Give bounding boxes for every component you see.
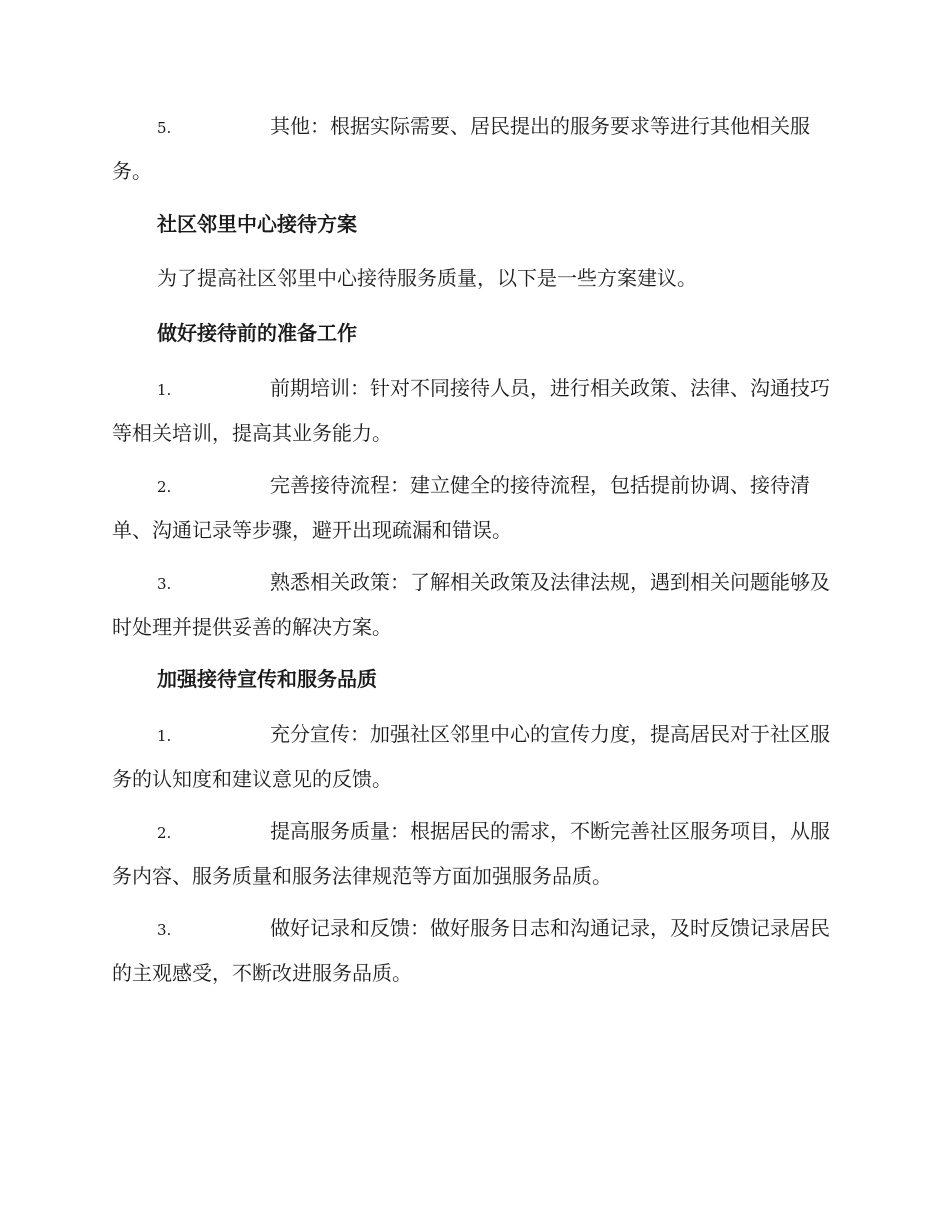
item-text-line1: 其他：根据实际需要、居民提出的服务要求等进行其他相关服 — [270, 114, 810, 138]
list-item — [112, 367, 834, 455]
item-number: 1. — [157, 727, 172, 745]
section-title: 社区邻里中心接待方案 — [157, 212, 357, 236]
list-item — [112, 561, 834, 649]
item-number: 3. — [157, 921, 172, 939]
item-text-line1: 熟悉相关政策：了解相关政策及法律法规，遇到相关问题能够及 — [270, 570, 830, 594]
item-text-line2: 务内容、服务质量和服务法律规范等方面加强服务品质。 — [112, 864, 612, 888]
item-text-line1: 做好记录和反馈：做好服务日志和沟通记录，及时反馈记录居民 — [270, 916, 830, 940]
preparation-heading: 做好接待前的准备工作 — [157, 321, 357, 345]
item-text-line2: 时处理并提供妥善的解决方案。 — [112, 615, 392, 639]
list-item — [112, 810, 834, 898]
item-number: 5. — [157, 119, 172, 137]
item-number: 2. — [157, 824, 172, 842]
item-text-line1: 充分宣传：加强社区邻里中心的宣传力度，提高居民对于社区服 — [270, 722, 830, 746]
item-text-line1: 提高服务质量：根据居民的需求，不断完善社区服务项目，从服 — [270, 819, 830, 843]
list-item — [112, 907, 834, 995]
item-text-line2: 务。 — [112, 159, 152, 183]
intro-paragraph: 为了提高社区邻里中心接待服务质量，以下是一些方案建议。 — [157, 266, 697, 290]
item-number: 1. — [157, 381, 172, 399]
item-text-line2: 单、沟通记录等步骤，避开出现疏漏和错误。 — [112, 518, 512, 542]
item-number: 2. — [157, 478, 172, 496]
item-number: 3. — [157, 575, 172, 593]
item-text-line1: 前期培训：针对不同接待人员，进行相关政策、法律、沟通技巧 — [270, 376, 830, 400]
list-item — [112, 464, 834, 552]
list-item — [112, 713, 834, 801]
promotion-heading: 加强接待宣传和服务品质 — [157, 667, 377, 691]
list-item — [112, 105, 834, 193]
item-text-line2: 务的认知度和建议意见的反馈。 — [112, 767, 392, 791]
item-text-line2: 等相关培训，提高其业务能力。 — [112, 421, 392, 445]
item-text-line1: 完善接待流程：建立健全的接待流程，包括提前协调、接待清 — [270, 473, 810, 497]
item-text-line2: 的主观感受，不断改进服务品质。 — [112, 961, 412, 985]
